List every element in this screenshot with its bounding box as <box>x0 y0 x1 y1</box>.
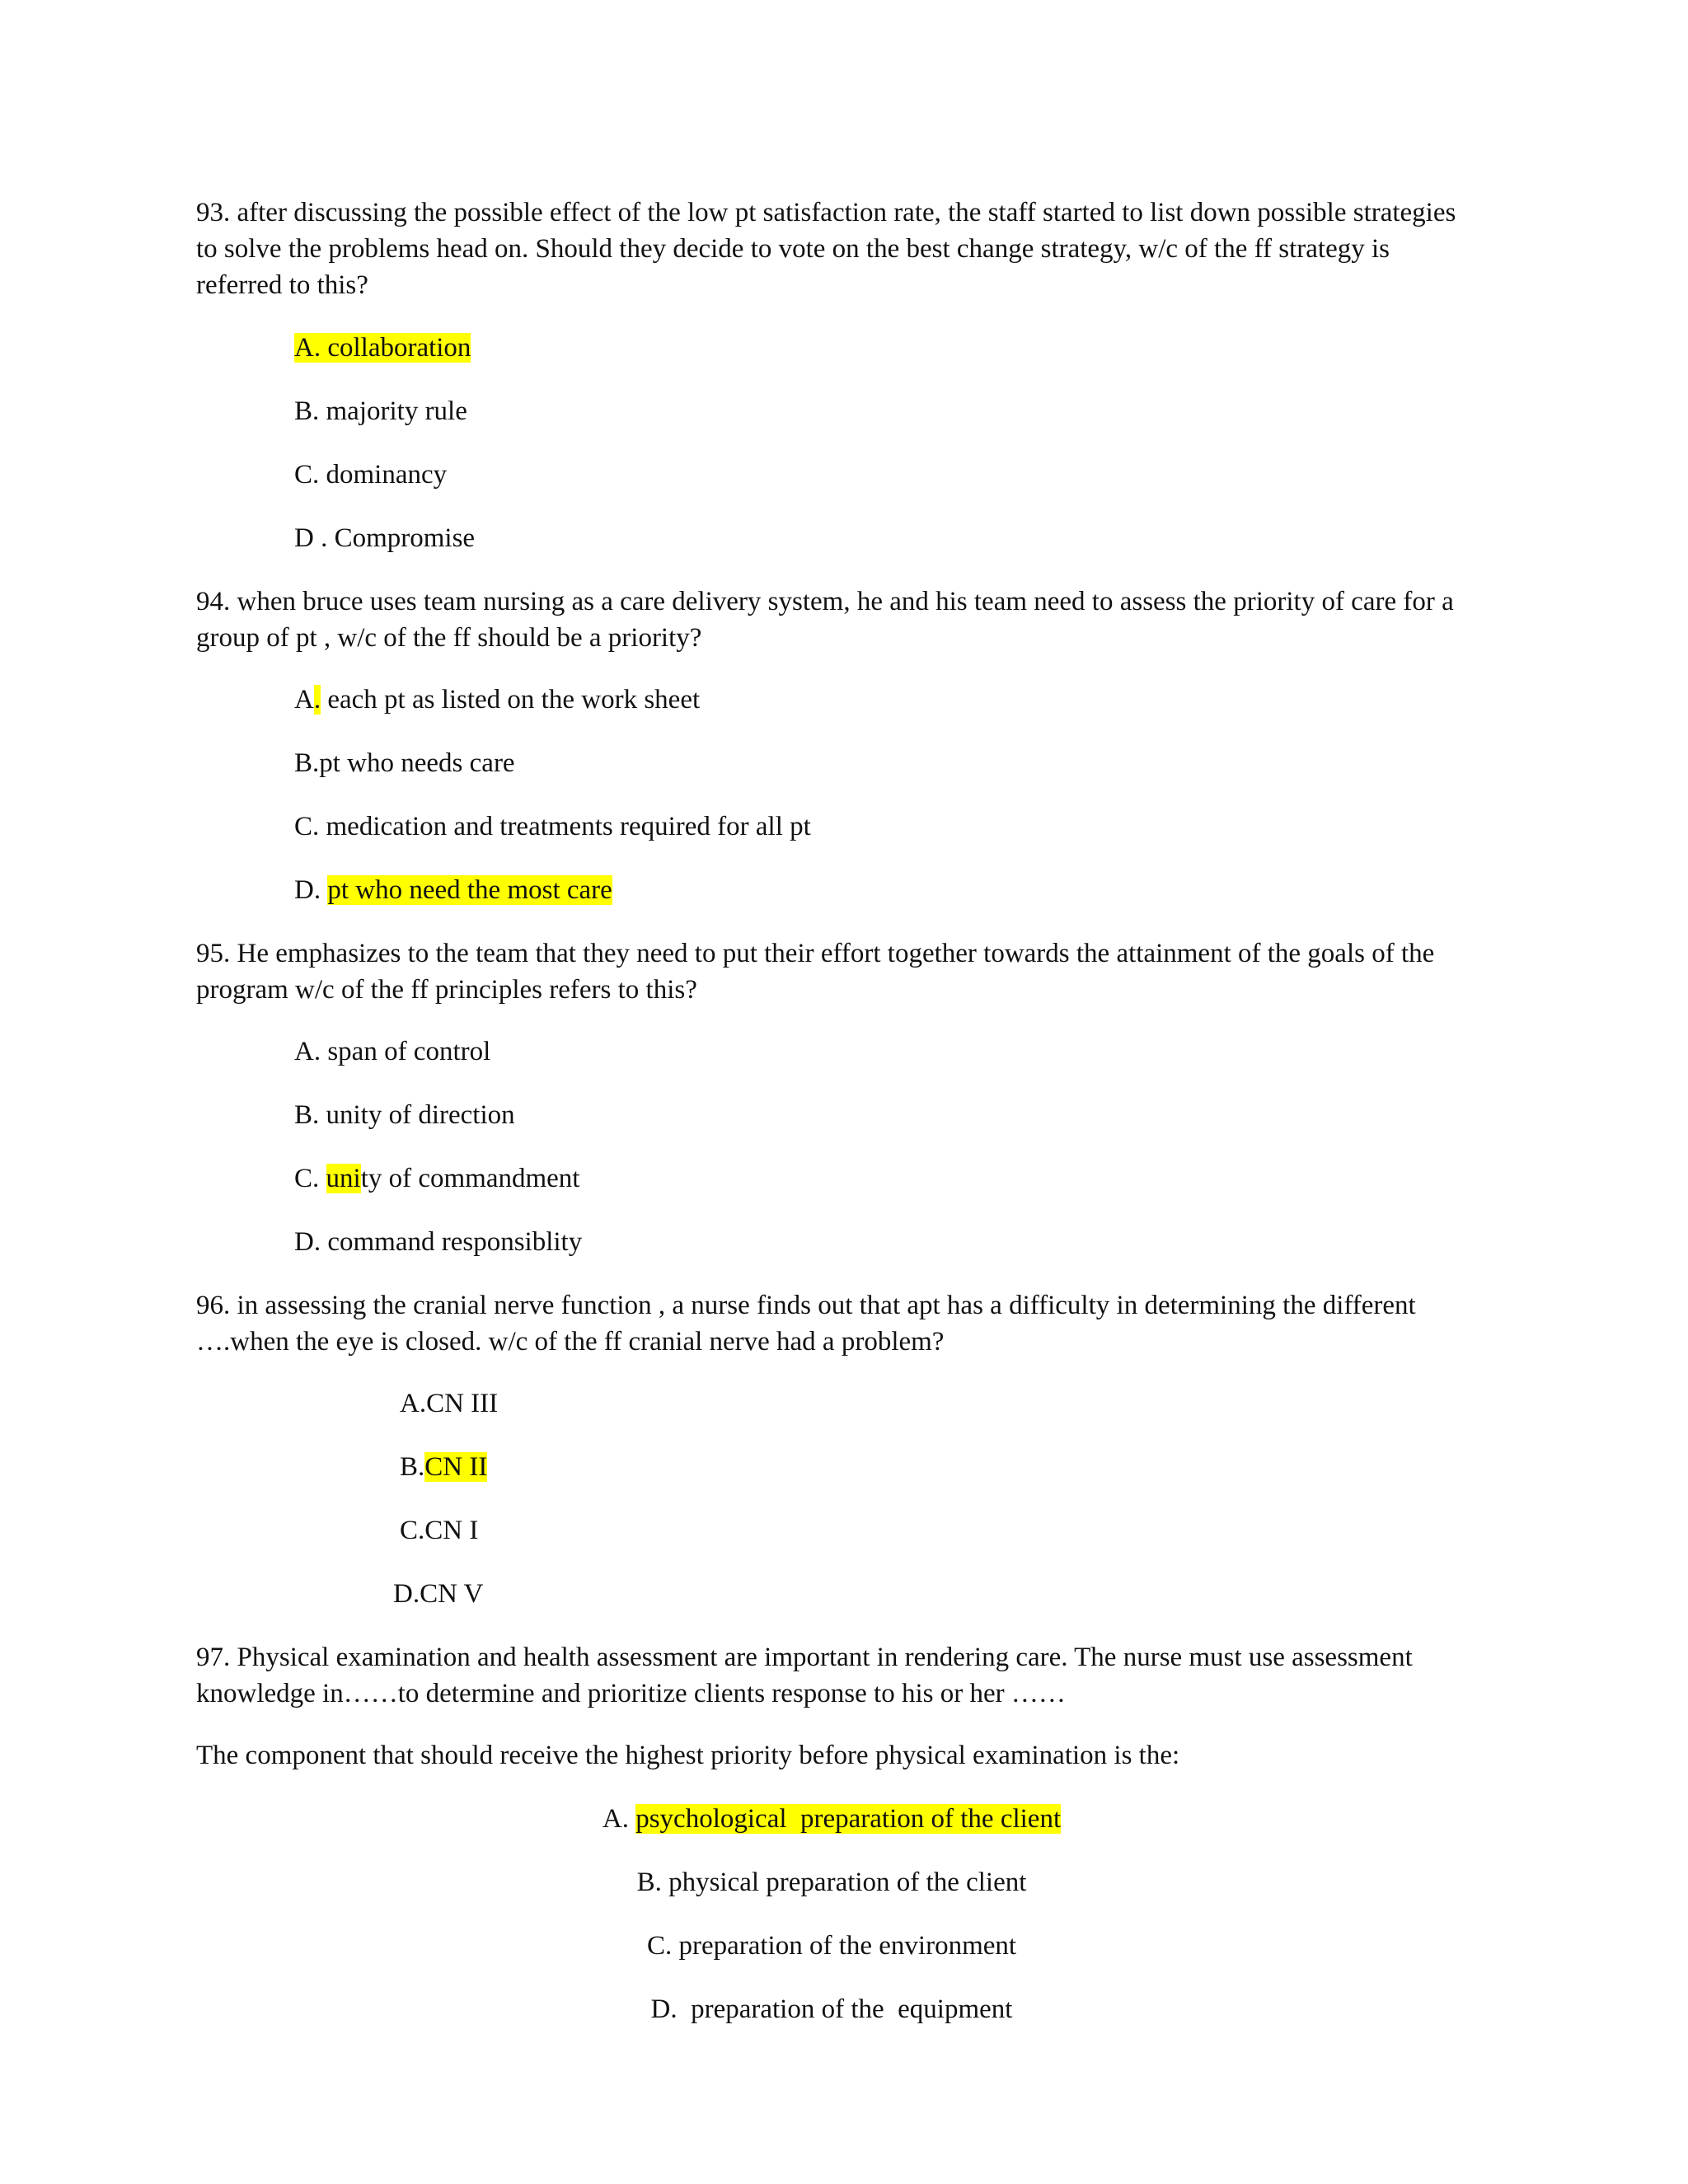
question-94: 94. when bruce uses team nursing as a care delivery system, he and his team need to assess the priority of care for a group of pt , w/c of the ff should be a priority? <box>196 587 1454 653</box>
q96-option-d: D.CN V <box>393 1579 484 1609</box>
highlight: psychological preparation of the client <box>635 1804 1062 1834</box>
highlight: . <box>313 685 321 715</box>
q95-option-c: C. unity of commandment <box>294 1164 580 1193</box>
q94-option-b: B.pt who needs care <box>294 748 515 778</box>
highlight: CN II <box>424 1452 488 1482</box>
q97-option-a: A. psychological preparation of the client <box>602 1804 1062 1834</box>
question-97-prompt: The component that should receive the highest priority before physical examination is the: <box>196 1741 1180 1770</box>
q93-option-a <box>294 330 471 366</box>
question-95: 95. He emphasizes to the team that they need to put their effort together towards the attainment of the goals of the program w/c of the ff principles refers to this? <box>196 939 1435 1005</box>
question-96: 96. in assessing the cranial nerve function , a nurse finds out that apt has a difficulty in determining the different ….when the eye is closed. w/c of the ff cranial nerve had a problem? <box>196 1291 1416 1357</box>
q97-option-c: C. preparation of the environment <box>646 1931 1017 1961</box>
highlight: A. collaboration <box>294 333 471 363</box>
highlight: pt who need the most care <box>327 875 612 905</box>
q97-option-b: B. physical preparation of the client <box>636 1868 1027 1897</box>
q95-option-a: A. span of control <box>294 1037 491 1066</box>
question-93: 93. after discussing the possible effect of the low pt satisfaction rate, the staff started to list down possible strategies to solve the problems head on. Should they decide to vote on the best change strategy, w/c of the ff strategy is referred to this? <box>196 198 1456 300</box>
q93-option-b: B. majority rule <box>294 396 467 426</box>
q97-option-d: D. preparation of the equipment <box>650 1994 1013 2024</box>
q95-option-b: B. unity of direction <box>294 1100 515 1130</box>
q94-option-d: D. pt who need the most care <box>294 875 612 905</box>
q96-option-b: B.CN II <box>400 1452 488 1482</box>
q94-option-a: A. each pt as listed on the work sheet <box>294 685 701 715</box>
q96-option-c: C.CN I <box>400 1516 479 1545</box>
q93-option-c: C. dominancy <box>294 460 448 490</box>
q94-option-c: C. medication and treatments required for all pt <box>294 812 811 841</box>
q95-option-d: D. command responsiblity <box>294 1227 583 1257</box>
question-97: 97. Physical examination and health assessment are important in rendering care. The nurse must use assessment knowledge in……to determine and prioritize clients response to his or her …… <box>196 1643 1413 1708</box>
q93-option-d: D . Compromise <box>294 523 476 553</box>
q96-option-a: A.CN III <box>400 1389 499 1418</box>
highlight: uni <box>326 1164 361 1193</box>
